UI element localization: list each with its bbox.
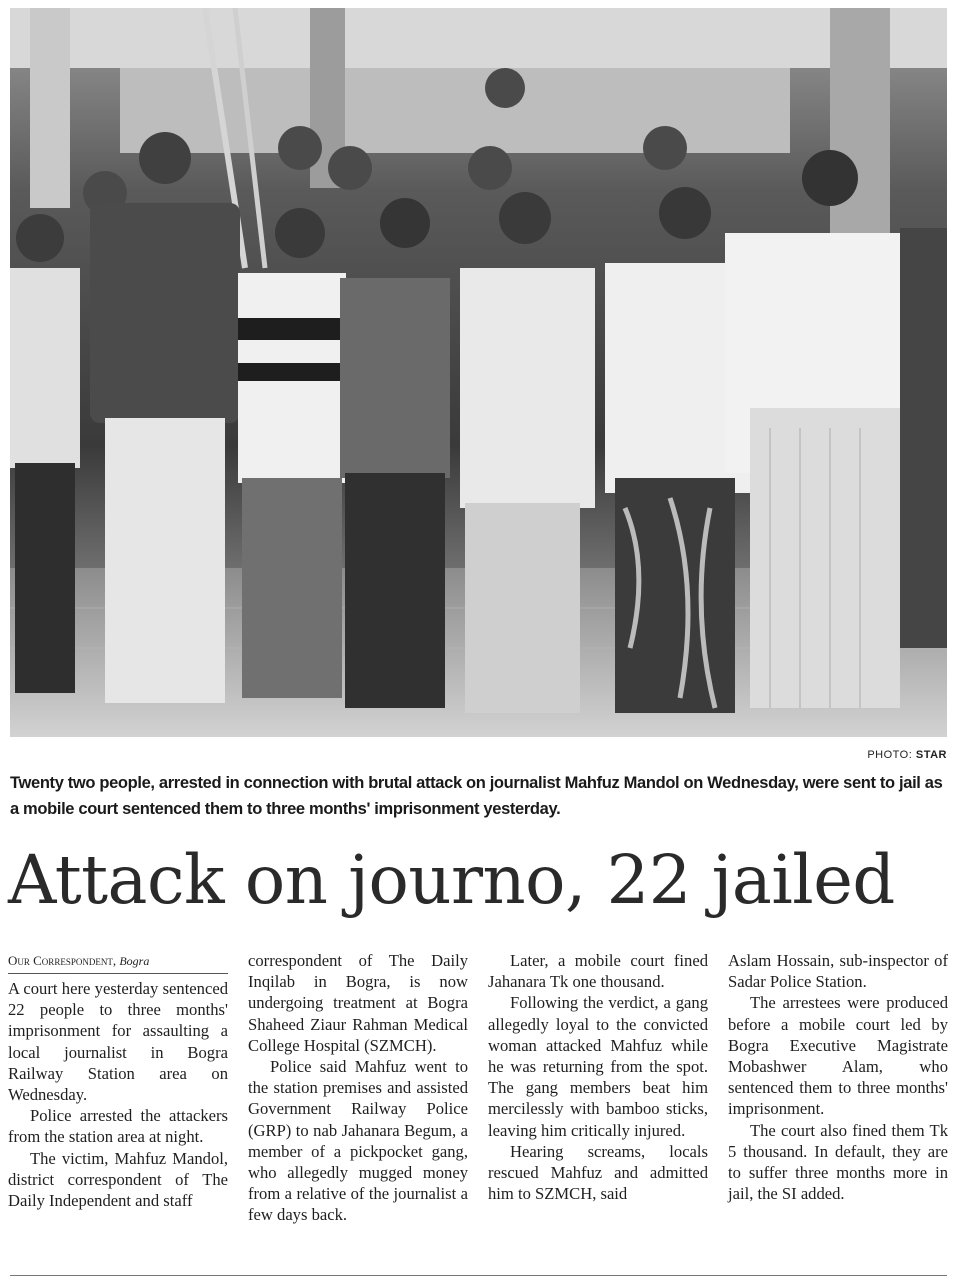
paragraph: Police said Mahfuz went to the station premises and assisted Government Railway Police (GRP) to nab Jahanara Begum, a member of a pickpocket gang, who allegedly mugged money from a relative of the journalist a few days back. bbox=[248, 1057, 468, 1225]
photo-image-icon bbox=[10, 8, 947, 737]
paragraph: Hearing screams, locals rescued Mahfuz and admitted him to SZMCH, said bbox=[488, 1141, 708, 1204]
article-column-1 bbox=[8, 950, 228, 1211]
article-column-2 bbox=[248, 950, 468, 1226]
news-photo bbox=[10, 8, 947, 737]
byline-location: Bogra bbox=[119, 954, 150, 968]
paragraph: Later, a mobile court fined Jahanara Tk one thousand. bbox=[488, 951, 708, 992]
byline-author: Our Correspondent, bbox=[8, 953, 117, 968]
photo-credit-source: STAR bbox=[915, 749, 947, 761]
photo-credit-label: PHOTO: bbox=[867, 749, 913, 761]
headline: Attack on journo, 22 jailed bbox=[8, 841, 895, 919]
bottom-rule bbox=[10, 1275, 947, 1276]
paragraph: Police arrested the attackers from the station area at night. bbox=[8, 1106, 228, 1147]
photo-credit bbox=[867, 749, 947, 761]
byline bbox=[8, 950, 228, 974]
photo-caption: Twenty two people, arrested in connection with brutal attack on journalist Mahfuz Mandol on Wednesday, were sent to jail as a mobile court sentenced them to three months' imprisonment yesterday. bbox=[10, 774, 943, 818]
paragraph: The arrestees were produced before a mobile court led by Bogra Executive Magistrate Mobashwer Alam, who sentenced them to three months' imprisonment. bbox=[728, 993, 948, 1119]
paragraph: The court also fined them Tk 5 thousand. In default, they are to suffer three months more in jail, the SI added. bbox=[728, 1120, 948, 1204]
article-column-4 bbox=[728, 950, 948, 1204]
paragraph: A court here yesterday sentenced 22 people to three months' imprisonment for assaulting a local journalist in Bogra Railway Station area on Wednesday. bbox=[8, 979, 228, 1105]
paragraph: Aslam Hossain, sub-inspector of Sadar Police Station. bbox=[728, 951, 948, 992]
paragraph: Following the verdict, a gang allegedly loyal to the convicted woman attacked Mahfuz while he was returning from the spot. The gang members beat him mercilessly with bamboo sticks, leaving him critically injured. bbox=[488, 993, 708, 1140]
paragraph: The victim, Mahfuz Mandol, district correspondent of The Daily Independent and staff bbox=[8, 1148, 228, 1211]
paragraph: correspondent of The Daily Inqilab in Bogra, is now undergoing treatment at Bogra Shaheed Ziaur Rahman Medical College Hospital (SZMCH). bbox=[248, 951, 468, 1055]
article-column-3 bbox=[488, 950, 708, 1204]
